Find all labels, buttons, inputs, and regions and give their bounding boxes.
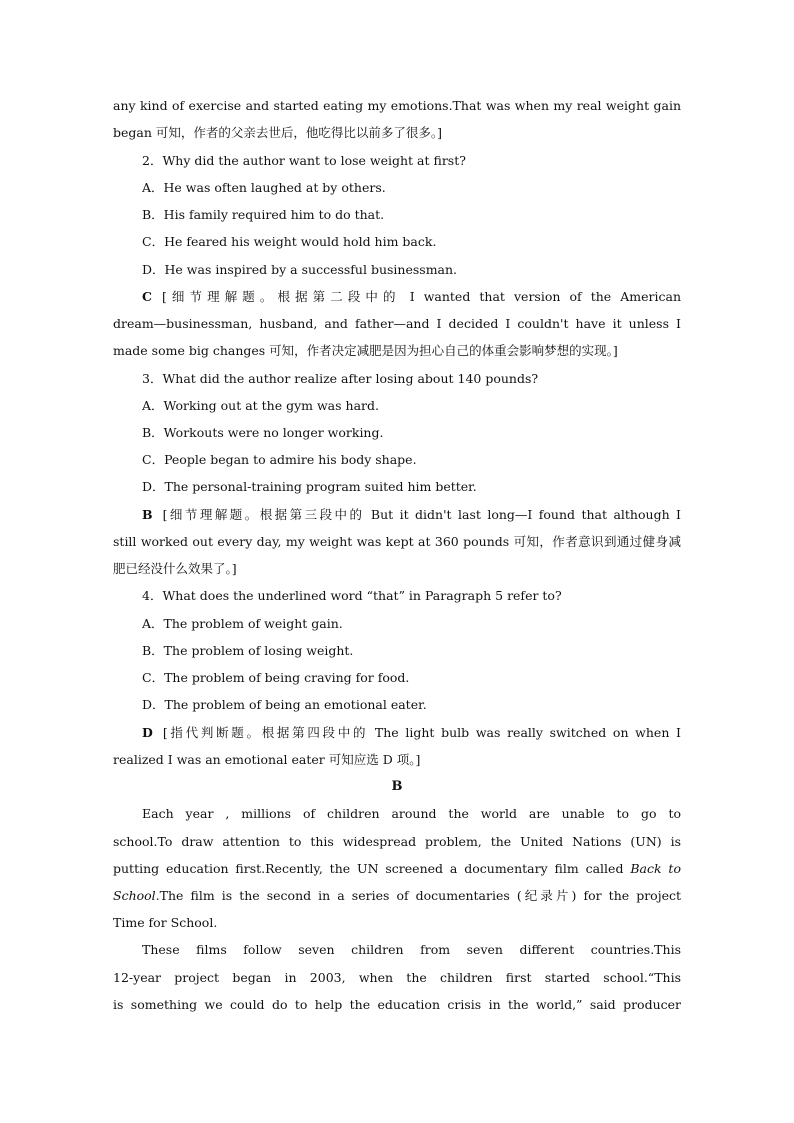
question-2: 2．Why did the author want to lose weight at first? (142, 153, 466, 168)
q4-option-c: C．The problem of being craving for food. (142, 670, 410, 685)
q3-option-a: A．Working out at the gym was hard. (142, 398, 379, 413)
q3-option-c: C．People began to admire his body shape. (142, 452, 417, 467)
q3-option-b: B．Workouts were no longer working. (142, 425, 384, 440)
q4-explanation-text: [指代判断题。根据第四段中的 The light bulb was really switched on when I (162, 725, 681, 740)
q2-option-a: A．He was often laughed at by others. (142, 180, 386, 195)
q4-answer: D (142, 725, 153, 740)
continuation-line-2: began 可知，作者的父亲去世后，他吃得比以前多了很多。] (113, 125, 443, 140)
section-heading: B (391, 779, 403, 794)
question-4: 4．What does the underlined word “that” in Paragraph 5 refer to? (142, 588, 562, 603)
q3-explanation-text: [细节理解题。根据第三段中的 But it didn't last long—I found that although I (162, 507, 681, 522)
passage-text: .The film is the second in a series of documentaries (纪录片) for the project (155, 888, 681, 903)
q4-option-b: B．The problem of losing weight. (142, 643, 354, 658)
q2-explanation-line-1 (142, 288, 681, 306)
q2-explanation-line-3: made some big changes 可知，作者决定减肥是因为担心自己的体重会影响梦想的实现。] (113, 343, 618, 358)
q3-explanation-line-2: still worked out every day, my weight was kept at 360 pounds 可知，作者意识到通过健身减 (113, 534, 681, 549)
film-title-part-2: School (113, 888, 156, 903)
q3-option-d: D．The personal-training program suited him better. (142, 479, 477, 494)
q2-option-b: B．His family required him to do that. (142, 207, 385, 222)
q2-explanation-line-2: dream—businessman, husband, and father—and I decided I couldn't have it unless I (113, 316, 681, 331)
question-3: 3．What did the author realize after losing about 140 pounds? (142, 371, 539, 386)
passage-p2-line-1: These films follow seven children from seven different countries.This (142, 942, 681, 957)
q4-option-d: D．The problem of being an emotional eater. (142, 697, 427, 712)
q2-answer: C (142, 289, 152, 304)
continuation-line-1: any kind of exercise and started eating my emotions.That was when my real weight gain (113, 98, 681, 113)
q4-explanation-line-2: realized I was an emotional eater 可知应选 D 项。] (113, 752, 421, 767)
q2-option-c: C．He feared his weight would hold him back. (142, 234, 437, 249)
film-title-part-1: Back to (630, 861, 681, 876)
passage-p1-line-1: Each year , millions of children around the world are unable to go to (142, 806, 681, 821)
passage-p1-line-4 (113, 887, 681, 905)
passage-p2-line-2: 12-year project began in 2003, when the children first started school.“This (113, 970, 681, 985)
q2-explanation-text: [细节理解题。根据第二段中的 I wanted that version of the American (161, 289, 681, 304)
passage-p1-line-2: school.To draw attention to this widespread problem, the United Nations (UN) is (113, 834, 681, 849)
q3-explanation-line-1 (142, 506, 681, 524)
q4-option-a: A．The problem of weight gain. (142, 616, 343, 631)
q3-answer: B (142, 507, 153, 522)
passage-p1-line-3 (113, 860, 681, 878)
passage-p1-line-5: Time for School. (113, 915, 218, 930)
q4-explanation-line-1 (142, 724, 681, 742)
q2-option-d: D．He was inspired by a successful businessman. (142, 262, 458, 277)
passage-p2-line-3: is something we could do to help the education crisis in the world,” said producer (113, 997, 681, 1012)
q3-explanation-line-3: 肥已经没什么效果了。] (113, 561, 237, 576)
passage-text: putting education first.Recently, the UN screened a documentary film called (113, 861, 631, 876)
